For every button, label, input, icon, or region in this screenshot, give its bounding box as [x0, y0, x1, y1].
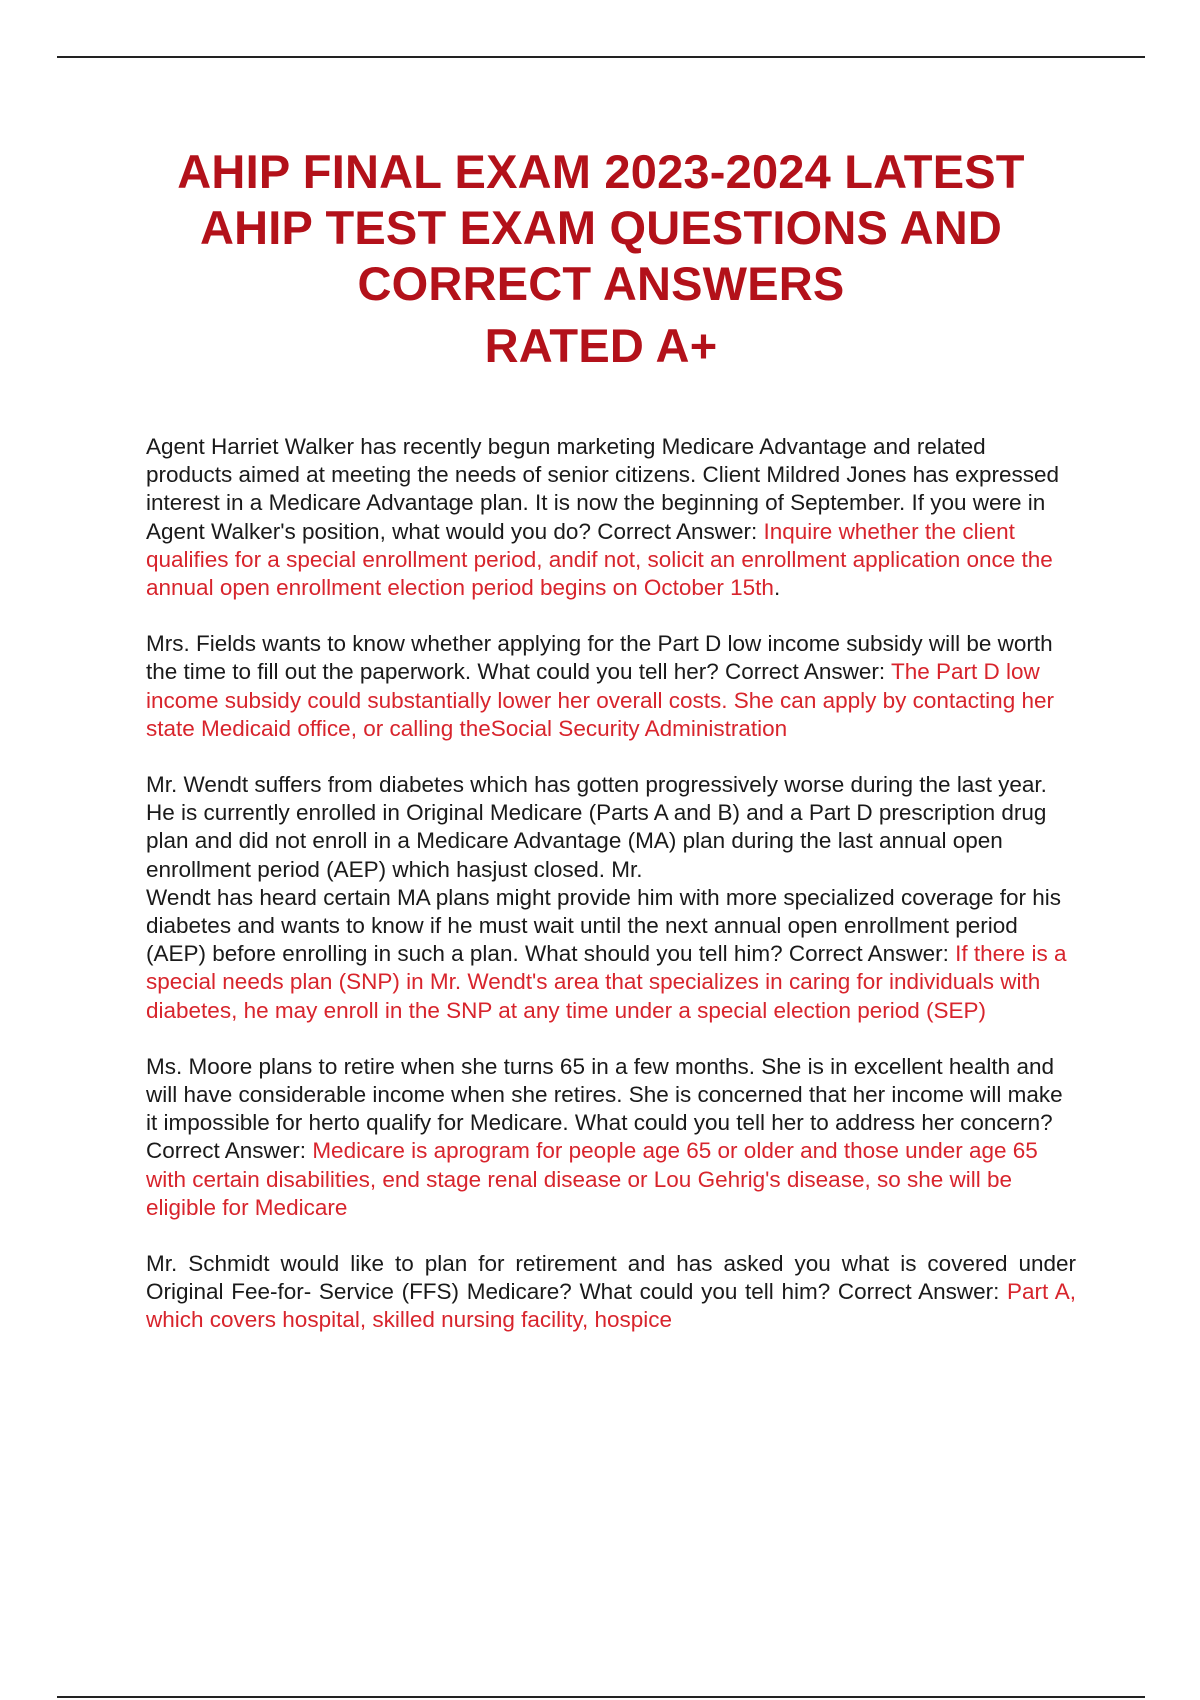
question-text: Agent Harriet Walker has recently begun marketing Medicare Advantage and related products aimed at meeting the needs of senior citizens. Client Mildred Jones has expressed interest in a Medicare Advantage plan. It is now the beginning of September. If you were in Agent Walker's position, what would you do? Correct Answer: [146, 434, 1059, 544]
question-text: Ms. Moore plans to retire when she turns 65 in a few months. She is in excellent health and will have considerable income when she retires. She is concerned that her income will make it impossible for herto qualify for Medicare. What could you tell her to address her concern? Correct Answer: [146, 1053, 1063, 1164]
question-text-continued: Wendt has heard certain MA plans might provide him with more specialized coverage for his diabetes and wants to know if he must wait until the next annual open enrollment period (AEP) before enrolling in such a plan. What should you tell him? Correct Answer: [146, 884, 1062, 967]
title-line-1: AHIP FINAL EXAM 2023-2024 LATEST [177, 145, 1025, 198]
answer-trailing: . [773, 575, 781, 601]
bottom-rule [57, 1696, 1145, 1698]
answer-text: If there is a special needs plan (SNP) in Mr. Wendt's area that specializes in caring for individuals with diabetes, he may enroll in the SNP at any time under a special election period (SEP) [146, 941, 1067, 1023]
qa-item-4 [146, 1053, 1076, 1222]
qa-item-3 [146, 771, 1076, 1025]
question-text: Mr. Wendt suffers from diabetes which has gotten progressively worse during the last year. He is currently enrolled in Original Medicare (Parts A and B) and a Part D prescription drug plan and did not enroll in a Medicare Advantage (MA) plan during the last annual open enrollment period (AEP) which hasjust closed. Mr. [146, 772, 1047, 882]
answer-text: The Part D low income subsidy could substantially lower her overall costs. She can apply by contacting her state Medicaid office, or calling theSocial Security Administration [146, 659, 1054, 741]
question-text: Mr. Schmidt would like to plan for retirement and has asked you what is covered under Original Fee-for- Service (FFS) Medicare? What could you tell him? Correct Answer: [146, 1251, 1076, 1305]
qa-list [146, 433, 1076, 1363]
title-line-3: CORRECT ANSWERS [357, 257, 845, 310]
answer-text: Medicare is aprogram for people age 65 or older and those under age 65 with certain disabilities, end stage renal disease or Lou Gehrig's disease, so she will be eligible for Medicare [146, 1138, 1038, 1220]
question-text: Mrs. Fields wants to know whether applying for the Part D low income subsidy will be worth the time to fill out the paperwork. What could you tell her? Correct Answer: [146, 631, 1053, 685]
top-rule [57, 56, 1145, 58]
document-title [57, 144, 1145, 374]
title-line-rating: RATED A+ [484, 319, 718, 372]
answer-text: Part A, which covers hospital, skilled nursing facility, hospice [146, 1279, 1076, 1333]
qa-item-5 [146, 1250, 1076, 1335]
qa-item-1 [146, 433, 1076, 602]
qa-item-2 [146, 630, 1076, 743]
title-line-2: AHIP TEST EXAM QUESTIONS AND [199, 201, 1003, 254]
answer-text: Inquire whether the client qualifies for a special enrollment period, andif not, solicit an enrollment application once the annual open enrollment election period begins on October 15th [146, 518, 1053, 601]
